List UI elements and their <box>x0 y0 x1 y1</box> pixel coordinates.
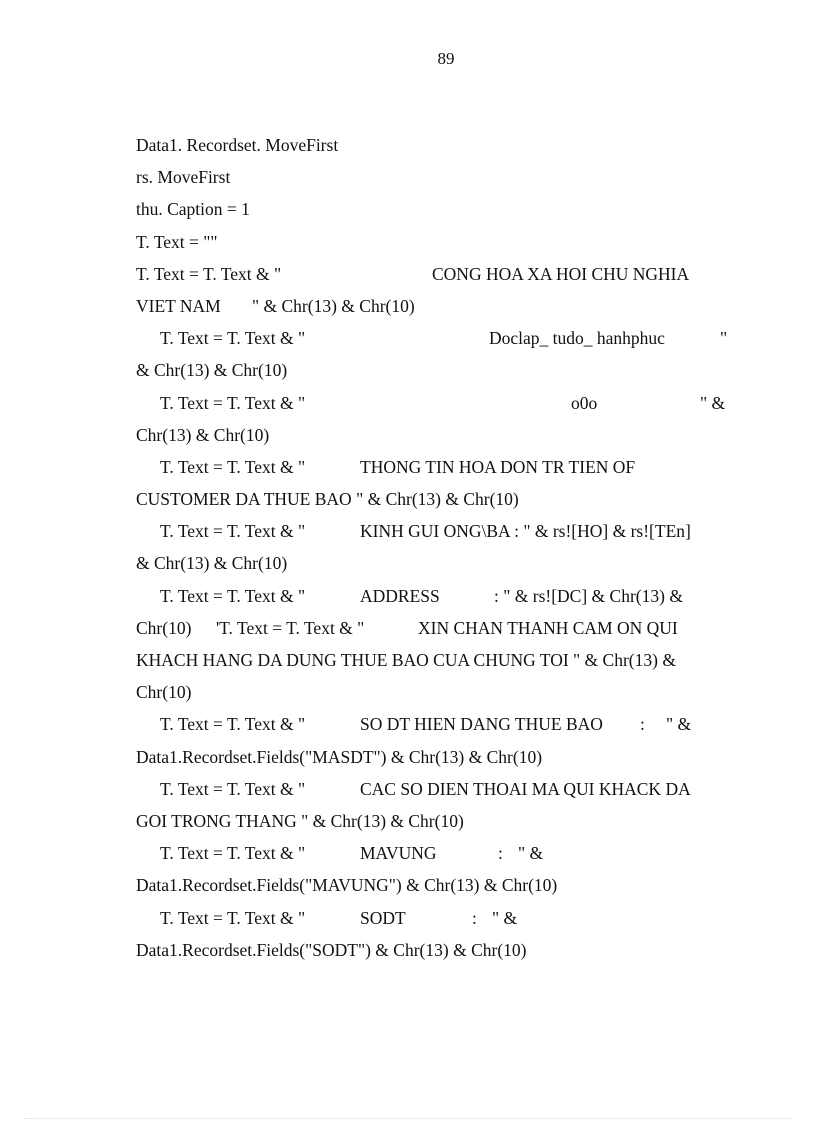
code-text: & Chr(13) & Chr(10) <box>136 553 288 574</box>
code-text: : " & rs![DC] & Chr(13) & <box>494 585 683 606</box>
code-line <box>136 547 736 579</box>
code-text: T. Text = T. Text & " <box>160 907 306 928</box>
code-text: T. Text = T. Text & " <box>136 263 282 284</box>
code-text: " & <box>518 843 544 864</box>
code-string: Doclap_ tudo_ hanhphuc <box>489 328 665 349</box>
code-string: CAC SO DIEN THOAI MA QUI KHACK DA <box>360 778 691 799</box>
code-line <box>136 161 736 193</box>
code-line <box>136 322 736 354</box>
page-bottom-divider <box>24 1118 792 1119</box>
code-line <box>136 290 736 322</box>
code-string: VIET NAM <box>136 295 221 316</box>
code-text: thu. Caption = 1 <box>136 199 250 220</box>
code-text: : <box>640 714 645 735</box>
code-text: GOI TRONG THANG " & Chr(13) & Chr(10) <box>136 810 464 831</box>
code-string: CONG HOA XA HOI CHU NGHIA <box>432 263 690 284</box>
code-listing <box>136 129 736 966</box>
code-line <box>136 805 736 837</box>
code-line <box>136 708 736 740</box>
code-line <box>136 451 736 483</box>
code-line <box>136 419 736 451</box>
code-text: Chr(10) <box>136 617 192 638</box>
code-text: : <box>498 843 503 864</box>
code-text: T. Text = T. Text & " <box>160 585 306 606</box>
code-text: T. Text = T. Text & " <box>160 843 306 864</box>
code-text: KHACH HANG DA DUNG THUE BAO CUA CHUNG TOI " & Chr(13) & <box>136 650 676 670</box>
code-string: KINH GUI ONG\BA : " & rs![HO] & rs![TEn] <box>360 521 691 542</box>
code-text: " & Chr(13) & Chr(10) <box>252 295 415 316</box>
code-text: Data1.Recordset.Fields("SODT") & Chr(13) & Chr(10) <box>136 939 527 960</box>
code-text: T. Text = T. Text & " <box>160 714 306 735</box>
code-line <box>136 515 736 547</box>
code-text: " & <box>666 714 692 735</box>
code-comment: 'T. Text = T. Text & " <box>216 617 365 638</box>
code-line <box>136 644 736 676</box>
code-string: SO DT HIEN DANG THUE BAO <box>360 714 603 735</box>
code-line <box>136 580 736 612</box>
code-line <box>136 193 736 225</box>
code-string: MAVUNG <box>360 843 437 864</box>
code-string: THONG TIN HOA DON TR TIEN OF <box>360 456 636 477</box>
code-line <box>136 902 736 934</box>
code-text: T. Text = "" <box>136 231 218 252</box>
code-line <box>136 869 736 901</box>
code-text: T. Text = T. Text & " <box>160 521 306 542</box>
code-text: CUSTOMER DA THUE BAO " & Chr(13) & Chr(10) <box>136 489 519 510</box>
code-text: " & <box>700 392 726 413</box>
code-string: XIN CHAN THANH CAM ON QUI <box>418 617 678 638</box>
code-line <box>136 387 736 419</box>
code-text: Data1. Recordset. MoveFirst <box>136 135 339 155</box>
code-string: SODT <box>360 907 406 928</box>
code-line <box>136 258 736 290</box>
code-text: T. Text = T. Text & " <box>160 778 306 799</box>
page-number: 89 <box>437 49 455 68</box>
code-text: T. Text = T. Text & " <box>160 328 306 349</box>
code-text: Data1.Recordset.Fields("MAVUNG") & Chr(13) & Chr(10) <box>136 875 558 896</box>
code-text: Chr(10) <box>136 682 192 703</box>
code-text: Data1.Recordset.Fields("MASDT") & Chr(13) & Chr(10) <box>136 746 543 767</box>
code-line <box>136 129 736 161</box>
code-line <box>136 226 736 258</box>
code-text: & Chr(13) & Chr(10) <box>136 360 288 381</box>
code-text: Chr(13) & Chr(10) <box>136 424 270 445</box>
code-text: : <box>472 907 477 928</box>
code-line <box>136 483 736 515</box>
code-text: T. Text = T. Text & " <box>160 392 306 413</box>
code-text: T. Text = T. Text & " <box>160 456 306 477</box>
code-line <box>136 837 736 869</box>
code-string: o0o <box>571 392 598 413</box>
code-line <box>136 676 736 708</box>
code-line <box>136 612 736 644</box>
code-line <box>136 354 736 386</box>
code-string: ADDRESS <box>360 585 440 606</box>
code-line <box>136 934 736 966</box>
code-line <box>136 741 736 773</box>
code-text: " & <box>492 907 518 928</box>
code-text: rs. MoveFirst <box>136 167 231 188</box>
code-text: " <box>720 328 728 349</box>
code-line <box>136 773 736 805</box>
